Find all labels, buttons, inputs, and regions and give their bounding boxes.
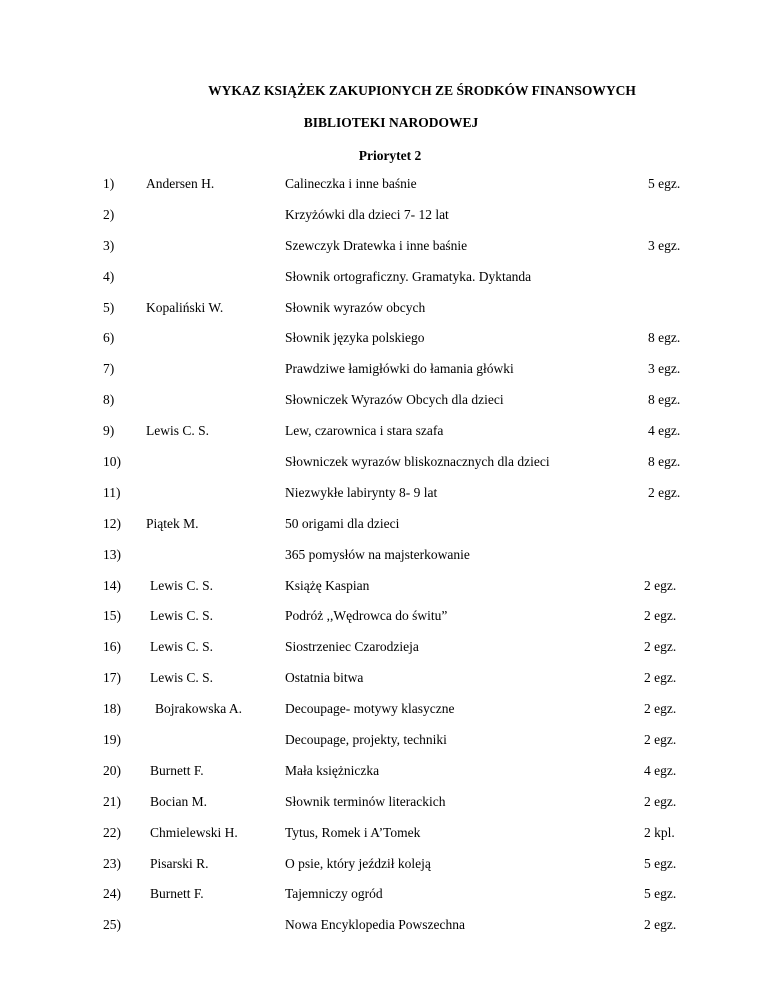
item-title: Słownik ortograficzny. Gramatyka. Dyktanda	[285, 268, 532, 284]
item-quantity: 2 egz.	[644, 670, 677, 686]
item-author: Andersen H.	[146, 176, 215, 191]
item-number: 20)	[103, 762, 121, 778]
item-number: 9)	[103, 423, 115, 439]
item-title: Słowniczek wyrazów bliskoznacznych dla dzieci	[285, 454, 550, 470]
item-author: Burnett F.	[150, 886, 204, 902]
list-item	[0, 725, 768, 756]
item-quantity: 2 egz.	[644, 608, 677, 624]
item-number: 17)	[103, 670, 121, 686]
list-item	[0, 200, 768, 231]
item-title: Tajemniczy ogród	[285, 886, 383, 902]
item-author: Lewis C. S.	[150, 639, 214, 655]
item-number: 24)	[103, 886, 121, 902]
list-item	[0, 694, 768, 725]
item-author: Burnett F.	[150, 762, 204, 778]
item-quantity: 4 egz.	[648, 423, 681, 439]
list-item	[0, 756, 768, 787]
item-number: 1)	[103, 176, 115, 191]
item-quantity: 5 egz.	[644, 855, 677, 871]
item-title: Słownik terminów literackich	[285, 793, 446, 809]
item-number: 2)	[103, 206, 115, 222]
list-item	[0, 849, 768, 880]
item-author: Chmielewski H.	[150, 824, 238, 840]
item-number: 6)	[103, 330, 115, 346]
list-item	[0, 385, 768, 416]
item-title: Decoupage, projekty, techniki	[285, 732, 447, 748]
item-number: 4)	[103, 268, 115, 284]
item-number: 13)	[103, 546, 121, 562]
item-quantity: 5 egz.	[648, 176, 681, 191]
item-title: Niezwykłe labirynty 8- 9 lat	[285, 484, 438, 500]
list-item	[0, 601, 768, 632]
list-item	[0, 632, 768, 663]
item-number: 25)	[103, 917, 121, 933]
item-title: Lew, czarownica i stara szafa	[285, 423, 444, 439]
document-title-line2: BIBLIOTEKI NARODOWEJ	[303, 115, 479, 130]
item-author: Bojrakowska A.	[155, 701, 242, 717]
item-author: Lewis C. S.	[146, 423, 210, 439]
item-quantity: 8 egz.	[648, 392, 681, 408]
list-item	[0, 818, 768, 849]
list-item	[0, 323, 768, 354]
list-item	[0, 447, 768, 478]
book-list	[0, 169, 768, 941]
item-title: Podróż ,,Wędrowca do świtu”	[285, 608, 448, 624]
list-item	[0, 879, 768, 910]
list-item	[0, 540, 768, 571]
item-title: Ostatnia bitwa	[285, 670, 364, 686]
item-number: 11)	[103, 484, 121, 500]
item-quantity: 8 egz.	[648, 454, 681, 470]
list-item	[0, 478, 768, 509]
list-item	[0, 262, 768, 293]
item-quantity: 8 egz.	[648, 330, 681, 346]
item-title: 50 origami dla dzieci	[285, 515, 400, 531]
item-number: 19)	[103, 732, 121, 748]
list-item	[0, 354, 768, 385]
item-quantity: 2 egz.	[644, 732, 677, 748]
list-item	[0, 787, 768, 818]
item-number: 16)	[103, 639, 121, 655]
priority-heading: Priorytet 2	[358, 148, 422, 163]
item-quantity: 2 egz.	[644, 917, 677, 933]
item-author: Lewis C. S.	[150, 577, 214, 593]
list-item	[0, 293, 768, 324]
item-number: 14)	[103, 577, 121, 593]
item-title: Calineczka i inne baśnie	[285, 176, 417, 191]
list-item	[0, 509, 768, 540]
item-quantity: 2 egz.	[644, 577, 677, 593]
item-author: Piątek M.	[146, 515, 199, 531]
item-quantity: 5 egz.	[644, 886, 677, 902]
item-quantity: 2 egz.	[644, 701, 677, 717]
list-item	[0, 231, 768, 262]
item-number: 12)	[103, 515, 121, 531]
item-number: 18)	[103, 701, 121, 717]
item-quantity: 4 egz.	[644, 762, 677, 778]
item-number: 23)	[103, 855, 121, 871]
item-number: 15)	[103, 608, 121, 624]
item-number: 22)	[103, 824, 121, 840]
item-title: Krzyżówki dla dzieci 7- 12 lat	[285, 206, 449, 222]
item-title: 365 pomysłów na majsterkowanie	[285, 546, 470, 562]
list-item	[0, 416, 768, 447]
list-item	[0, 910, 768, 941]
item-quantity: 2 egz.	[644, 793, 677, 809]
item-title: Słownik języka polskiego	[285, 330, 425, 346]
document-title-line1: WYKAZ KSIĄŻEK ZAKUPIONYCH ZE ŚRODKÓW FINANSOWYCH	[208, 83, 636, 98]
list-item	[0, 169, 768, 200]
item-title: Szewczyk Dratewka i inne baśnie	[285, 237, 468, 253]
list-item	[0, 571, 768, 602]
item-title: Książę Kaspian	[285, 577, 370, 593]
item-number: 21)	[103, 793, 121, 809]
item-quantity: 3 egz.	[648, 361, 681, 377]
item-quantity: 2 kpl.	[644, 824, 675, 840]
item-title: Decoupage- motywy klasyczne	[285, 701, 455, 717]
item-quantity: 3 egz.	[648, 237, 681, 253]
item-author: Lewis C. S.	[150, 608, 214, 624]
list-item	[0, 663, 768, 694]
item-author: Pisarski R.	[150, 855, 209, 871]
item-number: 3)	[103, 237, 115, 253]
item-quantity: 2 egz.	[648, 484, 681, 500]
item-title: Słowniczek Wyrazów Obcych dla dzieci	[285, 392, 504, 408]
item-title: Nowa Encyklopedia Powszechna	[285, 917, 465, 933]
item-title: O psie, który jeździł koleją	[285, 855, 431, 871]
item-title: Tytus, Romek i A’Tomek	[285, 824, 421, 840]
item-author: Kopaliński W.	[146, 299, 224, 315]
item-title: Słownik wyrazów obcych	[285, 299, 426, 315]
item-author: Lewis C. S.	[150, 670, 214, 686]
item-quantity: 2 egz.	[644, 639, 677, 655]
item-number: 8)	[103, 392, 115, 408]
item-author: Bocian M.	[150, 793, 207, 809]
item-title: Prawdziwe łamigłówki do łamania główki	[285, 361, 514, 377]
item-title: Mała księżniczka	[285, 762, 380, 778]
item-number: 10)	[103, 454, 121, 470]
item-number: 7)	[103, 361, 115, 377]
item-title: Siostrzeniec Czarodzieja	[285, 639, 419, 655]
item-number: 5)	[103, 299, 115, 315]
